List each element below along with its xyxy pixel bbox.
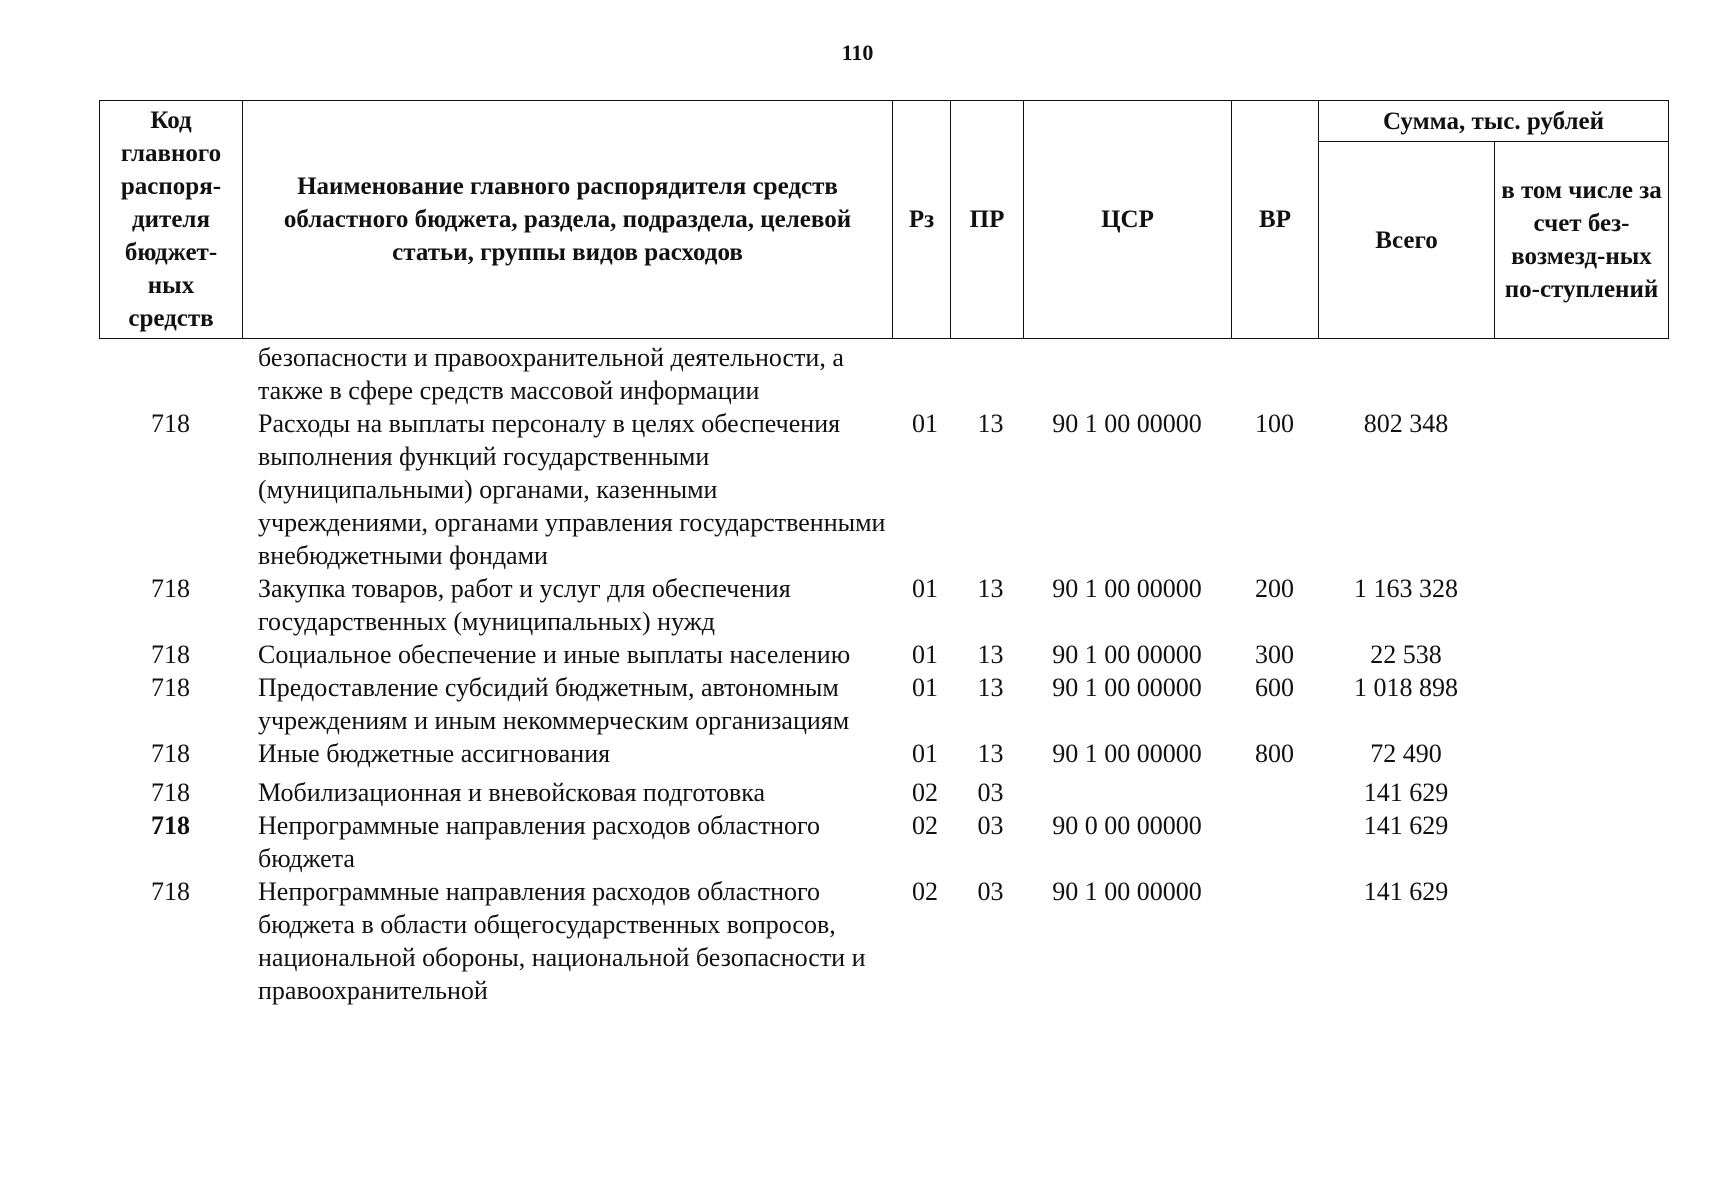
row-total: 1 018 898 — [1354, 673, 1458, 702]
row-csr: 90 1 00 00000 — [1052, 673, 1202, 702]
header-code: Код главного распоря-дителя бюджет-ных средств — [100, 101, 243, 339]
row-code: 718 — [151, 673, 190, 702]
row-pr: 13 — [977, 739, 1004, 768]
row-pr: 03 — [977, 877, 1004, 906]
row-code: 718 — [151, 778, 190, 807]
row-csr: 90 1 00 00000 — [1052, 574, 1202, 603]
row-vr: 100 — [1255, 409, 1294, 438]
row-rz: 01 — [912, 640, 938, 669]
row-pr: 03 — [977, 778, 1004, 807]
header-sum: Сумма, тыс. рублей — [1319, 101, 1669, 142]
row-code: 718 — [151, 811, 190, 840]
row-total: 141 629 — [1363, 811, 1449, 840]
row-pr: 13 — [977, 673, 1004, 702]
header-vr: ВР — [1232, 101, 1319, 339]
row-total: 141 629 — [1363, 877, 1449, 906]
row-code: 718 — [151, 574, 190, 603]
row-vr: 300 — [1255, 640, 1294, 669]
row-name: Иные бюджетные ассигнования — [258, 739, 611, 768]
table-row — [99, 776, 1664, 809]
row-code: 718 — [151, 739, 190, 768]
row-rz: 01 — [912, 739, 938, 768]
row-rz: 01 — [912, 409, 938, 438]
row-code: 718 — [151, 640, 190, 669]
row-name: Предоставление субсидий бюджетным, автономным учреждениям и иным некоммерческим организациям — [258, 673, 850, 735]
row-rz: 02 — [912, 778, 938, 807]
row-name: Мобилизационная и вневойсковая подготовка — [258, 778, 766, 807]
row-pr: 13 — [977, 409, 1004, 438]
header-pr: ПР — [951, 101, 1024, 339]
row-name: Закупка товаров, работ и услуг для обеспечения государственных (муниципальных) нужд — [258, 574, 791, 636]
header-name: Наименование главного распорядителя средств областного бюджета, раздела, подраздела, целевой статьи, группы видов расходов — [243, 101, 893, 339]
header-csr: ЦСР — [1024, 101, 1232, 339]
table-row — [99, 875, 1664, 1007]
row-name: Социальное обеспечение и иные выплаты населению — [258, 640, 851, 669]
table-row — [99, 737, 1664, 770]
row-total: 141 629 — [1363, 778, 1449, 807]
row-total: 802 348 — [1363, 409, 1449, 438]
row-csr: 90 0 00 00000 — [1052, 811, 1202, 840]
row-pr: 03 — [977, 811, 1004, 840]
table-row — [99, 572, 1664, 638]
header-total: Всего — [1319, 142, 1495, 339]
page-number: 110 — [841, 40, 874, 65]
row-rz: 02 — [912, 811, 938, 840]
row-name: Непрограммные направления расходов областного бюджета — [258, 811, 820, 873]
table-row — [99, 341, 1664, 407]
row-pr: 13 — [977, 574, 1004, 603]
row-name: Непрограммные направления расходов областного бюджета в области общегосударственных вопросов, национальной обороны, национальной безопасности и правоохранительной — [258, 877, 866, 1005]
header-free: в том числе за счет без-возмезд-ных по-ступлений — [1495, 142, 1669, 339]
row-pr: 13 — [977, 640, 1004, 669]
row-vr: 200 — [1255, 574, 1294, 603]
row-code: 718 — [151, 409, 190, 438]
table-body — [99, 341, 1664, 1007]
table-row — [99, 671, 1664, 737]
table-row — [99, 809, 1664, 875]
header-rz: Рз — [893, 101, 951, 339]
row-csr: 90 1 00 00000 — [1052, 409, 1202, 438]
row-csr: 90 1 00 00000 — [1052, 640, 1202, 669]
row-total: 22 538 — [1370, 640, 1442, 669]
row-rz: 02 — [912, 877, 938, 906]
row-total: 72 490 — [1370, 739, 1442, 768]
row-vr: 600 — [1255, 673, 1294, 702]
table-row — [99, 407, 1664, 572]
row-rz: 01 — [912, 673, 938, 702]
row-name: Расходы на выплаты персоналу в целях обеспечения выполнения функций государственными (муниципальными) органами, казенными учреждениями, органами управления государственными внебюджетными фондами — [258, 409, 886, 570]
row-csr: 90 1 00 00000 — [1052, 877, 1202, 906]
row-name: безопасности и правоохранительной деятельности, а также в сфере средств массовой информации — [258, 343, 844, 405]
row-total: 1 163 328 — [1354, 574, 1458, 603]
row-rz: 01 — [912, 574, 938, 603]
row-vr: 800 — [1255, 739, 1294, 768]
table-header — [99, 100, 1669, 339]
row-csr: 90 1 00 00000 — [1052, 739, 1202, 768]
row-code: 718 — [151, 877, 190, 906]
table-row — [99, 638, 1664, 671]
